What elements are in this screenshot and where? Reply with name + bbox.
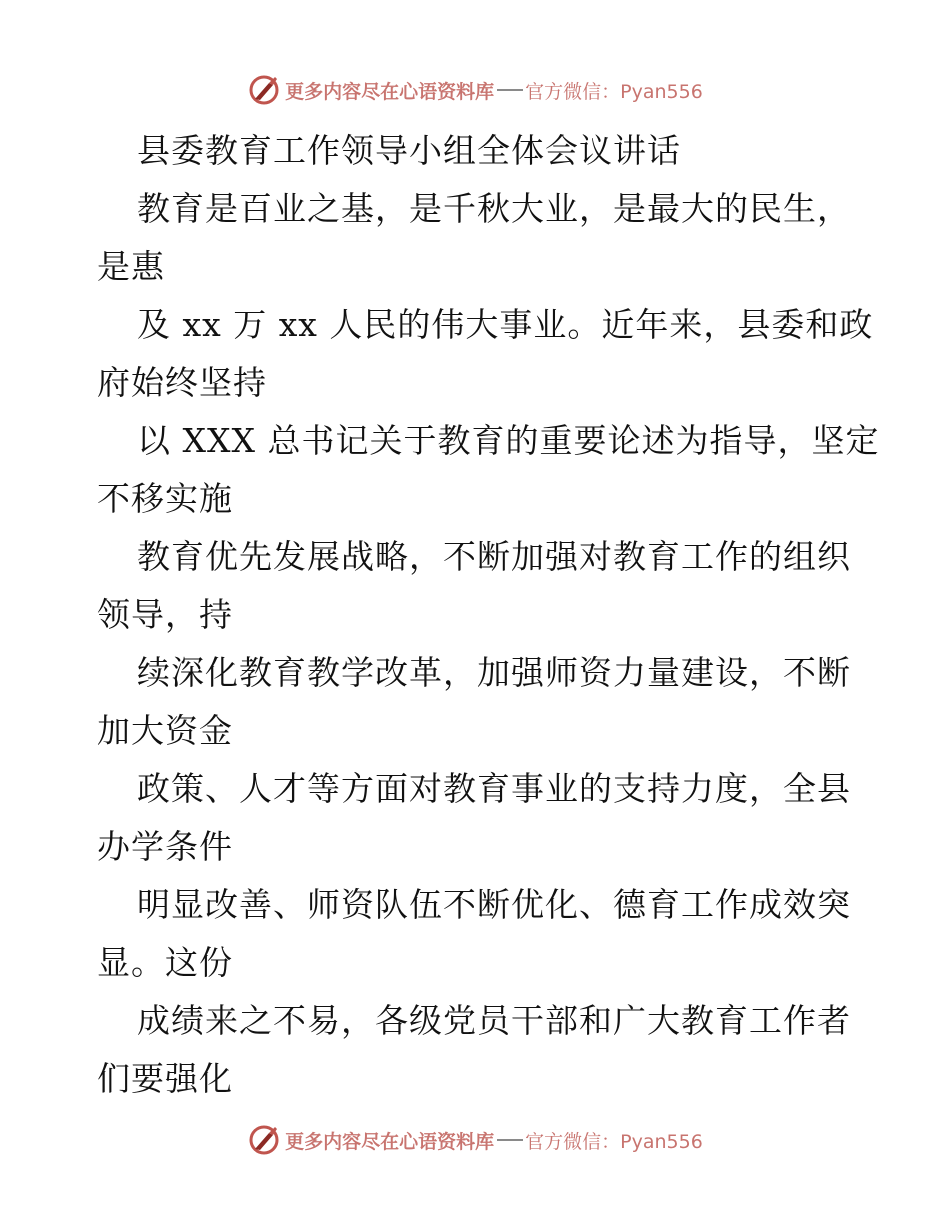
banner-text: 更多内容尽在心语资料库: [285, 1130, 495, 1153]
footer-banner: [0, 1120, 950, 1160]
banner-text: 更多内容尽在心语资料库: [285, 80, 495, 103]
text-line: 们要强化: [97, 1059, 233, 1098]
pen-logo-icon: [247, 1123, 281, 1157]
text-line: 显。这份: [97, 943, 233, 982]
text-line: 教育优先发展战略，不断加强对教育工作的组织: [137, 537, 851, 576]
wechat-text: 官方微信：Pyan556: [525, 80, 703, 103]
banner-separator: [497, 1139, 523, 1141]
header-banner: [0, 70, 950, 110]
text-line: 办学条件: [97, 827, 233, 866]
text-line: 教育是百业之基，是千秋大业，是最大的民生，: [137, 189, 851, 228]
text-line: 续深化教育教学改革，加强师资力量建设，不断: [137, 653, 851, 692]
document-body: [97, 122, 880, 1108]
pen-logo-icon: [247, 73, 281, 107]
text-line: 成绩来之不易，各级党员干部和广大教育工作者: [137, 1001, 851, 1040]
text-line: 明显改善、师资队伍不断优化、德育工作成效突: [137, 885, 851, 924]
text-line: 以 XXX 总书记关于教育的重要论述为指导，坚定: [137, 421, 880, 460]
text-line: 是惠: [97, 247, 165, 286]
document-title: 县委教育工作领导小组全体会议讲话: [137, 131, 681, 170]
text-line: 不移实施: [97, 479, 233, 518]
wechat-text: 官方微信：Pyan556: [525, 1130, 703, 1153]
banner-separator: [497, 89, 523, 91]
text-line: 领导，持: [97, 595, 233, 634]
text-line: 府始终坚持: [97, 363, 267, 402]
text-line: 政策、人才等方面对教育事业的支持力度，全县: [137, 769, 851, 808]
text-line: 加大资金: [97, 711, 233, 750]
text-line: 及 xx 万 xx 人民的伟大事业。近年来，县委和政: [137, 305, 874, 344]
